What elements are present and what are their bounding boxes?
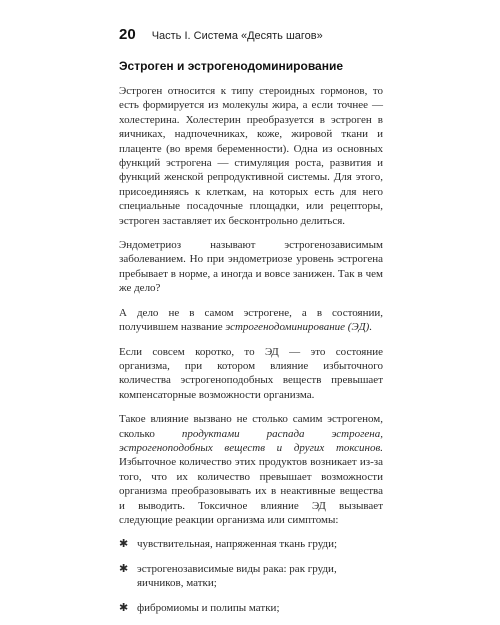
section-title: Эстроген и эстрогенодоминирование — [119, 59, 344, 73]
paragraph-5-text-b: Избыточное количество этих продуктов возникает из-за того, что их количество превышает возможности организма преобразовывать их в неактивные вещества и выводить. Токсичное влияние ЭД вызывает следующие реакции организма или симптомы: — [119, 456, 383, 526]
paragraph-3-text: А дело не в самом эстрогене, а в состоянии, получившем название — [119, 306, 383, 334]
asterisk-bullet-icon: ✱ — [119, 562, 129, 575]
paragraph-5-emphasis: продуктами распада эстрогена, эстрогеноподобных веществ и других токсинов. — [119, 427, 383, 454]
list-item-text: эстрогенозависимые виды рака: рак груди, яичников, матки; — [137, 562, 337, 590]
page-content — [119, 59, 383, 625]
paragraph-3 — [119, 306, 383, 335]
list-item — [119, 601, 383, 615]
symptom-list — [119, 537, 383, 615]
paragraph-5-text-a: Такое влияние вызвано не столько самим эстрогеном, сколько — [119, 413, 383, 440]
page-header — [119, 26, 323, 43]
running-head: Часть I. Система «Десять шагов» — [151, 30, 323, 42]
page-number: 20 — [119, 26, 136, 43]
paragraph-4: Если совсем коротко, то ЭД — это состояние организма, при котором влияние избыточного количества эстрогеноподобных веществ превышает компенсаторные возможности организма. — [119, 345, 383, 401]
asterisk-bullet-icon: ✱ — [119, 601, 129, 614]
term-estrogen-dominance: эстрогенодоминирование (ЭД). — [225, 321, 373, 334]
paragraph-2: Эндометриоз называют эстрогенозависимым заболеванием. Но при эндометриозе уровень эстрогена пребывает в норме, а иногда и вовсе занижен. Так в чем же дело? — [119, 239, 383, 295]
list-item — [119, 562, 383, 591]
list-item — [119, 537, 383, 551]
paragraph-5 — [119, 412, 383, 527]
asterisk-bullet-icon: ✱ — [119, 538, 129, 551]
list-item-text: фибромиомы и полипы матки; — [137, 601, 280, 614]
list-item-text: чувствительная, напряженная ткань груди; — [137, 538, 338, 551]
paragraph-1: Эстроген относится к типу стероидных гормонов, то есть формируется из молекулы жира, а если точнее — холестерина. Холестерин преобразуется в эстроген в яичниках, надпочечниках, коже, жировой ткани и плаценте (во время беременности). Одна из основных функций эстрогена — стимуляция роста, развития и функций женской репродуктивной системы. Для этого, присоединяясь к клеткам, на которых есть для него специальные посадочные площадки, или рецепторы, эстроген заставляет их бесконтрольно делиться. — [119, 85, 383, 227]
